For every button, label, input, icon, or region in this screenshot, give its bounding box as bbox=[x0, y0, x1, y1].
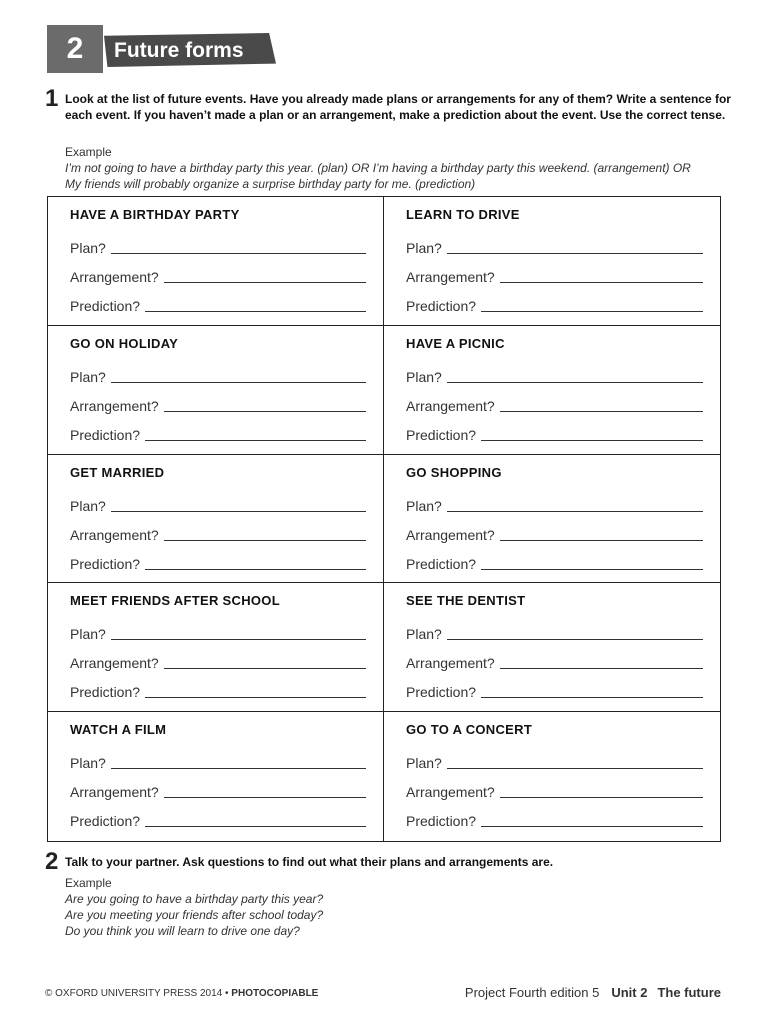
answer-line[interactable] bbox=[111, 369, 366, 383]
answer-line[interactable] bbox=[481, 427, 703, 441]
prediction-field[interactable] bbox=[406, 544, 703, 573]
page-title: Future forms bbox=[114, 39, 244, 62]
event-card bbox=[384, 712, 720, 841]
example-line: Do you think you will learn to drive one day? bbox=[65, 924, 300, 938]
exercise-1-example bbox=[65, 160, 735, 192]
answer-line[interactable] bbox=[481, 684, 703, 698]
prediction-field[interactable] bbox=[406, 286, 703, 315]
answer-line[interactable] bbox=[447, 626, 703, 640]
event-title: HAVE A BIRTHDAY PARTY bbox=[70, 207, 240, 222]
arrangement-field[interactable] bbox=[406, 643, 703, 672]
arrangement-field[interactable] bbox=[70, 386, 366, 415]
field-label: Arrangement? bbox=[70, 526, 159, 543]
prediction-field[interactable] bbox=[406, 672, 703, 701]
exercise-1-number: 1 bbox=[45, 85, 59, 112]
field-label: Prediction? bbox=[406, 426, 477, 443]
arrangement-field[interactable] bbox=[70, 515, 366, 544]
event-card bbox=[48, 197, 384, 326]
field-label: Prediction? bbox=[406, 684, 477, 701]
exercise-2-number: 2 bbox=[45, 848, 59, 875]
arrangement-field[interactable] bbox=[406, 257, 703, 286]
answer-line[interactable] bbox=[481, 298, 703, 312]
field-label: Plan? bbox=[406, 368, 442, 385]
event-card bbox=[384, 583, 720, 712]
event-title: LEARN TO DRIVE bbox=[406, 207, 520, 222]
field-label: Plan? bbox=[406, 626, 442, 643]
plan-field[interactable] bbox=[70, 743, 366, 772]
field-label: Prediction? bbox=[70, 298, 141, 314]
plan-field[interactable] bbox=[406, 486, 703, 515]
event-card bbox=[384, 455, 720, 584]
event-title: GO TO A CONCERT bbox=[406, 722, 533, 738]
plan-field[interactable] bbox=[406, 357, 703, 386]
answer-line[interactable] bbox=[500, 655, 703, 669]
answer-line[interactable] bbox=[111, 240, 366, 254]
answer-line[interactable] bbox=[481, 556, 703, 570]
exercise-1-example-label: Example bbox=[65, 145, 112, 159]
example-line: I’m not going to have a birthday party this year. (plan) OR I’m having a birthday party this weekend. (arrangement) OR bbox=[65, 161, 691, 175]
answer-line[interactable] bbox=[164, 527, 366, 541]
answer-line[interactable] bbox=[447, 240, 703, 254]
unit-label: Unit 2 bbox=[611, 985, 648, 1000]
copyright-notice bbox=[45, 987, 318, 1001]
answer-line[interactable] bbox=[145, 298, 366, 312]
answer-line[interactable] bbox=[500, 269, 703, 283]
answer-line[interactable] bbox=[447, 498, 703, 512]
unit-topic: The future bbox=[657, 985, 721, 1000]
photocopiable-label: PHOTOCOPIABLE bbox=[231, 988, 319, 999]
field-label: Prediction? bbox=[70, 426, 141, 443]
field-label: Prediction? bbox=[70, 684, 141, 701]
event-title: GET MARRIED bbox=[70, 464, 165, 480]
field-label: Plan? bbox=[70, 497, 106, 514]
exercise-1-instruction: Look at the list of future events. Have you already made plans or arrangements for any of them? Write a sentence for each event. If you haven’t made a plan or an arrangement, make a prediction about the event. Use the correct tense. bbox=[65, 92, 731, 122]
field-label: Arrangement? bbox=[70, 269, 159, 285]
event-title: GO SHOPPING bbox=[406, 464, 502, 480]
arrangement-field[interactable] bbox=[406, 515, 703, 544]
example-line: Are you going to have a birthday party this year? bbox=[65, 892, 324, 906]
exercise-2-example-label: Example bbox=[65, 876, 112, 890]
event-card bbox=[48, 455, 384, 584]
field-label: Plan? bbox=[406, 497, 442, 514]
book-title: Project Fourth edition 5 bbox=[464, 985, 600, 1000]
event-title: GO ON HOLIDAY bbox=[70, 335, 179, 351]
field-label: Prediction? bbox=[70, 813, 141, 830]
field-label: Prediction? bbox=[406, 298, 477, 314]
plan-field[interactable] bbox=[406, 228, 703, 257]
event-card bbox=[48, 583, 384, 712]
answer-line[interactable] bbox=[145, 684, 366, 698]
field-label: Arrangement? bbox=[70, 397, 159, 414]
prediction-field[interactable] bbox=[70, 801, 366, 830]
plan-field[interactable] bbox=[70, 357, 366, 386]
answer-line[interactable] bbox=[111, 755, 366, 769]
arrangement-field[interactable] bbox=[406, 772, 703, 801]
event-title: SEE THE DENTIST bbox=[406, 593, 526, 609]
plan-field[interactable] bbox=[406, 614, 703, 643]
prediction-field[interactable] bbox=[70, 672, 366, 701]
answer-line[interactable] bbox=[145, 556, 366, 570]
example-line: My friends will probably organize a surprise birthday party for me. (prediction) bbox=[65, 177, 476, 191]
plan-field[interactable] bbox=[70, 486, 366, 515]
field-label: Arrangement? bbox=[406, 655, 495, 672]
arrangement-field[interactable] bbox=[70, 643, 366, 672]
field-label: Plan? bbox=[70, 626, 106, 643]
field-label: Arrangement? bbox=[406, 784, 495, 801]
event-title: HAVE A PICNIC bbox=[406, 335, 505, 351]
event-card bbox=[384, 197, 720, 326]
arrangement-field[interactable] bbox=[406, 386, 703, 415]
events-grid bbox=[47, 196, 721, 842]
answer-line[interactable] bbox=[145, 427, 366, 441]
field-label: Plan? bbox=[406, 755, 442, 772]
answer-line[interactable] bbox=[500, 527, 703, 541]
exercise-2-example bbox=[65, 891, 735, 939]
answer-line[interactable] bbox=[500, 398, 703, 412]
field-label: Arrangement? bbox=[406, 269, 495, 285]
unit-number: 2 bbox=[66, 32, 84, 65]
plan-field[interactable] bbox=[70, 614, 366, 643]
plan-field[interactable] bbox=[406, 743, 703, 772]
prediction-field[interactable] bbox=[70, 415, 366, 444]
plan-field[interactable] bbox=[70, 228, 366, 257]
field-label: Plan? bbox=[406, 240, 442, 256]
field-label: Prediction? bbox=[70, 555, 141, 572]
prediction-field[interactable] bbox=[406, 801, 703, 830]
copyright-text: © OXFORD UNIVERSITY PRESS 2014 • bbox=[45, 988, 229, 999]
answer-line[interactable] bbox=[164, 398, 366, 412]
answer-line[interactable] bbox=[447, 755, 703, 769]
answer-line[interactable] bbox=[164, 784, 366, 798]
arrangement-field[interactable] bbox=[70, 257, 366, 286]
example-line: Are you meeting your friends after school today? bbox=[65, 908, 324, 922]
answer-line[interactable] bbox=[111, 498, 366, 512]
answer-line[interactable] bbox=[145, 813, 366, 827]
answer-line[interactable] bbox=[164, 655, 366, 669]
answer-line[interactable] bbox=[447, 369, 703, 383]
answer-line[interactable] bbox=[481, 813, 703, 827]
answer-line[interactable] bbox=[164, 269, 366, 283]
arrangement-field[interactable] bbox=[70, 772, 366, 801]
event-title: WATCH A FILM bbox=[70, 722, 167, 738]
field-label: Prediction? bbox=[406, 813, 477, 830]
event-card bbox=[48, 326, 384, 455]
event-card bbox=[384, 326, 720, 455]
field-label: Prediction? bbox=[406, 555, 477, 572]
prediction-field[interactable] bbox=[406, 415, 703, 444]
field-label: Plan? bbox=[70, 755, 106, 772]
field-label: Arrangement? bbox=[406, 397, 495, 414]
prediction-field[interactable] bbox=[70, 286, 366, 315]
answer-line[interactable] bbox=[500, 784, 703, 798]
event-card bbox=[48, 712, 384, 841]
footer-book-info bbox=[465, 985, 721, 1001]
exercise-2-instruction: Talk to your partner. Ask questions to find out what their plans and arrangements are. bbox=[65, 855, 554, 869]
field-label: Arrangement? bbox=[70, 655, 159, 672]
answer-line[interactable] bbox=[111, 626, 366, 640]
field-label: Plan? bbox=[70, 240, 106, 256]
field-label: Plan? bbox=[70, 368, 106, 385]
field-label: Arrangement? bbox=[406, 526, 495, 543]
field-label: Arrangement? bbox=[70, 784, 159, 801]
event-title: MEET FRIENDS AFTER SCHOOL bbox=[70, 593, 280, 609]
prediction-field[interactable] bbox=[70, 544, 366, 573]
